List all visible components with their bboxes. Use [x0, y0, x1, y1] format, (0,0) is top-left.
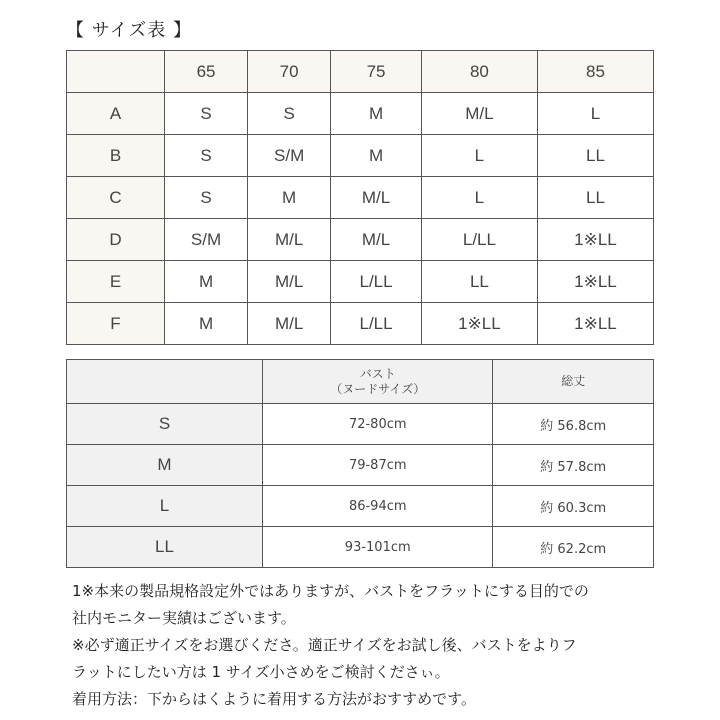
- table-cell: M/L: [248, 219, 331, 261]
- table-row: [67, 486, 654, 527]
- row-header: F: [67, 303, 165, 345]
- length-cell: 約 60.3cm: [493, 486, 654, 527]
- bust-column-header: [263, 360, 493, 404]
- table-cell: 1※LL: [537, 219, 653, 261]
- measurement-table: [66, 359, 654, 568]
- table-cell: L/LL: [331, 261, 422, 303]
- column-header: 75: [331, 51, 422, 93]
- row-header: C: [67, 177, 165, 219]
- table-row: [67, 219, 654, 261]
- column-header: 80: [421, 51, 537, 93]
- length-cell: 約 57.8cm: [493, 445, 654, 486]
- note-line: 1※本来の製品規格設定外ではありますが、バストをフラットにする目的での: [72, 582, 589, 600]
- row-header: L: [67, 486, 263, 527]
- bust-header-sublabel: （ヌードサイズ）: [330, 381, 426, 396]
- note-line: 着用方法：下からはくように着用する方法がおすすめです。: [72, 690, 476, 708]
- row-header: S: [67, 404, 263, 445]
- note-line: ※必ず適正サイズをお選びくださ。適正サイズをお試し後、バストをよりフ: [72, 636, 577, 654]
- table-row: [67, 177, 654, 219]
- note-line: ラットにしたい方は 1 サイズ小さめをご検討くださぃ。: [72, 663, 450, 681]
- table-cell: S/M: [248, 135, 331, 177]
- row-header: D: [67, 219, 165, 261]
- table-row: [67, 404, 654, 445]
- bust-cell: 79-87cm: [263, 445, 493, 486]
- table-row: [67, 93, 654, 135]
- table-cell: 1※LL: [537, 261, 653, 303]
- bust-cell: 86-94cm: [263, 486, 493, 527]
- bust-cell: 93-101cm: [263, 527, 493, 568]
- length-cell: 約 56.8cm: [493, 404, 654, 445]
- column-header: 65: [165, 51, 248, 93]
- table-cell: L: [537, 93, 653, 135]
- size-chart-table: [66, 50, 654, 345]
- table-cell: 1※LL: [421, 303, 537, 345]
- table-cell: S: [165, 177, 248, 219]
- table-row: [67, 135, 654, 177]
- table-cell: M: [165, 261, 248, 303]
- length-cell: 約 62.2cm: [493, 527, 654, 568]
- table-cell: M/L: [331, 177, 422, 219]
- table-cell: M/L: [331, 219, 422, 261]
- table-cell: S/M: [165, 219, 248, 261]
- table-cell: L/LL: [331, 303, 422, 345]
- bust-cell: 72-80cm: [263, 404, 493, 445]
- table-header-row: [67, 360, 654, 404]
- bust-header-label: バスト: [359, 366, 396, 381]
- row-header: A: [67, 93, 165, 135]
- column-header: 70: [248, 51, 331, 93]
- row-header: E: [67, 261, 165, 303]
- table-cell: L/LL: [421, 219, 537, 261]
- table-cell: M: [331, 93, 422, 135]
- notes-section: [72, 578, 712, 713]
- table-cell: LL: [537, 177, 653, 219]
- table-cell: M/L: [421, 93, 537, 135]
- row-header: LL: [67, 527, 263, 568]
- table-cell: L: [421, 177, 537, 219]
- table-header-row: [67, 51, 654, 93]
- table-cell: M: [331, 135, 422, 177]
- table-cell: S: [248, 93, 331, 135]
- table-cell: 1※LL: [537, 303, 653, 345]
- corner-cell: [67, 51, 165, 93]
- corner-cell: [67, 360, 263, 404]
- page-title: 【 サイズ表 】: [66, 20, 193, 41]
- table-cell: S: [165, 93, 248, 135]
- table-row: [67, 527, 654, 568]
- note-line: 社内モニター実績はございます。: [72, 609, 296, 627]
- column-header: 85: [537, 51, 653, 93]
- table-cell: M: [165, 303, 248, 345]
- table-row: [67, 261, 654, 303]
- row-header: M: [67, 445, 263, 486]
- table-row: [67, 303, 654, 345]
- table-cell: L: [421, 135, 537, 177]
- row-header: B: [67, 135, 165, 177]
- table-cell: M/L: [248, 303, 331, 345]
- table-cell: M/L: [248, 261, 331, 303]
- table-row: [67, 445, 654, 486]
- table-cell: M: [248, 177, 331, 219]
- table-cell: LL: [421, 261, 537, 303]
- table-cell: S: [165, 135, 248, 177]
- length-column-header: 総丈: [493, 360, 654, 404]
- table-cell: LL: [537, 135, 653, 177]
